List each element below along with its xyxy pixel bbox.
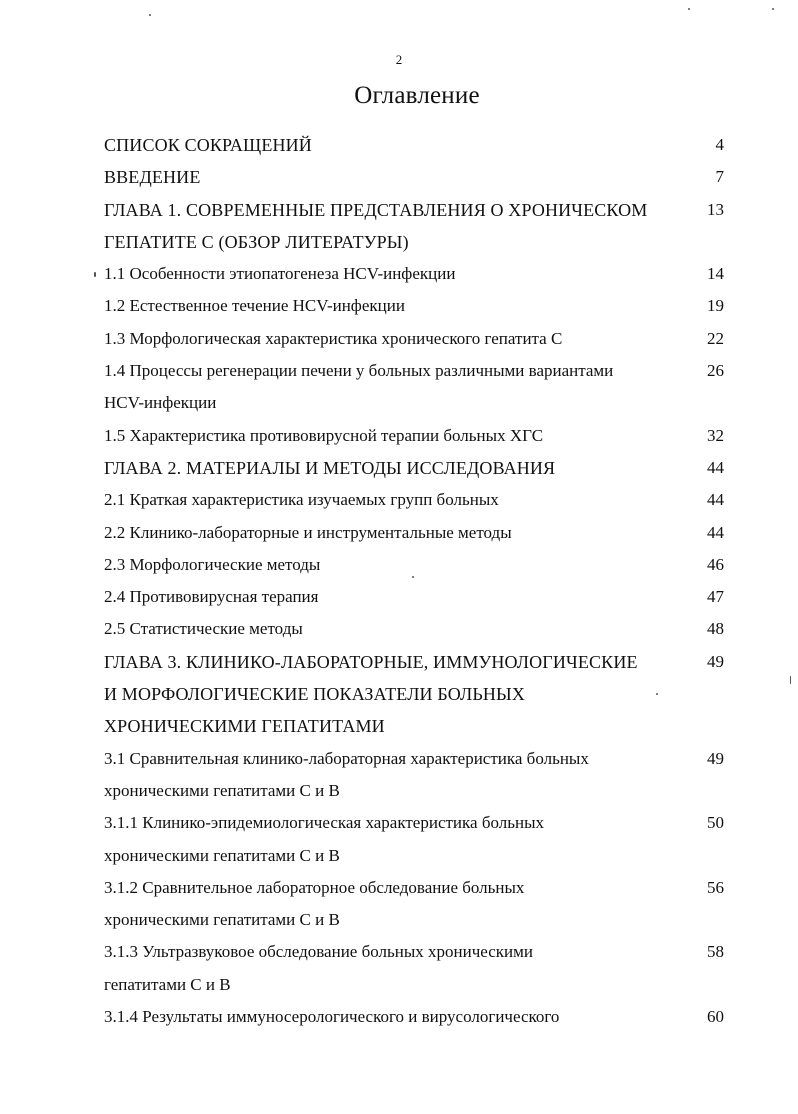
- toc-page-number: 56: [707, 877, 724, 897]
- toc-entry-text: 3.1.2 Сравнительное лабораторное обследование больных хроническими гепатитами С и В: [104, 877, 525, 930]
- toc-row: [104, 452, 744, 484]
- toc-row: [104, 420, 744, 452]
- toc-entry-text: 3.1 Сравнительная клинико-лабораторная характеристика больных хроническими гепатитами С и В: [104, 748, 589, 800]
- toc-row: [104, 613, 744, 645]
- toc-row: [104, 807, 744, 872]
- toc-row: [104, 323, 744, 355]
- toc-entry-text: СПИСОК СОКРАЩЕНИЙ: [104, 135, 312, 155]
- toc-row: [104, 355, 744, 420]
- toc-row: [104, 290, 744, 322]
- toc-entry-text: 2.2 Клинико-лабораторные и инструментальные методы: [104, 522, 512, 542]
- toc-page-number: 14: [707, 264, 724, 284]
- toc-entry-text: 2.4 Противовирусная терапия: [104, 587, 319, 607]
- toc-row: [104, 581, 744, 613]
- toc-page-number: 47: [707, 587, 724, 607]
- toc-page-number: 4: [715, 135, 724, 154]
- toc-entry-text: 3.1.4 Результаты иммуносерологического и вирусологического: [104, 1007, 560, 1027]
- toc-row: [104, 129, 744, 161]
- table-of-contents: [104, 129, 744, 1033]
- toc-page-number: 44: [707, 522, 724, 542]
- toc-row: [104, 1001, 744, 1033]
- toc-entry-text: 2.5 Статистические методы: [104, 619, 303, 639]
- page-number: 2: [395, 52, 403, 67]
- scan-speck: [688, 8, 690, 10]
- toc-row: [104, 936, 744, 1001]
- toc-row: [104, 484, 744, 516]
- toc-page-number: 19: [707, 296, 724, 316]
- toc-entry-text: 3.1.3 Ультразвуковое обследование больных хроническими гепатитами С и В: [104, 942, 534, 994]
- toc-entry-text: 3.1.1 Клинико-эпидемиологическая характеристика больных хроническими гепатитами С и В: [104, 813, 544, 865]
- toc-entry-text: ГЛАВА 2. МАТЕРИАЛЫ И МЕТОДЫ ИССЛЕДОВАНИЯ: [104, 457, 556, 478]
- toc-entry-text: ВВЕДЕНИЕ: [104, 167, 201, 188]
- toc-page-number: 49: [707, 748, 724, 768]
- toc-entry-text: 1.3 Морфологическая характеристика хронического гепатита С: [104, 328, 563, 348]
- toc-page-number: 60: [707, 1007, 724, 1027]
- toc-row: [104, 646, 744, 743]
- toc-entry-text: 1.4 Процессы регенерации печени у больных различными вариантами HCV-инфекции: [104, 361, 614, 413]
- toc-row: [104, 517, 744, 549]
- toc-entry-text: 1.2 Естественное течение HCV-инфекции: [104, 296, 405, 316]
- scan-speck: [149, 14, 151, 16]
- scan-speck: [772, 8, 774, 10]
- toc-row: [104, 194, 744, 259]
- toc-row: [104, 161, 744, 193]
- toc-page-number: 49: [707, 651, 724, 671]
- page-title: Оглавление: [354, 82, 480, 109]
- scan-speck: [412, 576, 414, 578]
- toc-row: [104, 743, 744, 808]
- toc-entry-text: ГЛАВА 3. КЛИНИКО-ЛАБОРАТОРНЫЕ, ИММУНОЛОГИЧЕСКИЕ И МОРФОЛОГИЧЕСКИЕ ПОКАЗАТЕЛИ БОЛЬНЫХ ХРОНИЧЕСКИМИ ГЕПАТИТАМИ: [104, 651, 638, 737]
- toc-page-number: 13: [707, 199, 724, 219]
- scan-speck: [94, 272, 96, 277]
- toc-entry-text: 1.5 Характеристика противовирусной терапии больных ХГС: [104, 425, 544, 445]
- toc-page-number: 50: [707, 813, 724, 833]
- toc-page-number: 44: [707, 457, 724, 477]
- toc-entry-text: 1.1 Особенности этиопатогенеза HCV-инфекции: [104, 264, 456, 284]
- toc-page-number: 48: [707, 619, 724, 639]
- scan-speck: [656, 693, 658, 695]
- toc-entry-text: 2.3 Морфологические методы: [104, 554, 321, 574]
- toc-entry-text: 2.1 Краткая характеристика изучаемых групп больных: [104, 490, 499, 510]
- toc-page-number: 7: [715, 167, 724, 187]
- toc-entry-text: ГЛАВА 1. СОВРЕМЕННЫЕ ПРЕДСТАВЛЕНИЯ О ХРОНИЧЕСКОМ ГЕПАТИТЕ С (ОБЗОР ЛИТЕРАТУРЫ): [104, 199, 648, 252]
- toc-page-number: 32: [707, 425, 724, 445]
- toc-page-number: 44: [707, 490, 724, 510]
- scan-speck: [790, 676, 791, 684]
- toc-row: [104, 872, 744, 937]
- toc-page-number: 26: [707, 361, 724, 381]
- toc-page-number: 46: [707, 554, 724, 574]
- toc-page-number: 22: [707, 328, 724, 348]
- toc-row: [104, 549, 744, 581]
- toc-page-number: 58: [707, 942, 724, 962]
- toc-row: [104, 258, 744, 290]
